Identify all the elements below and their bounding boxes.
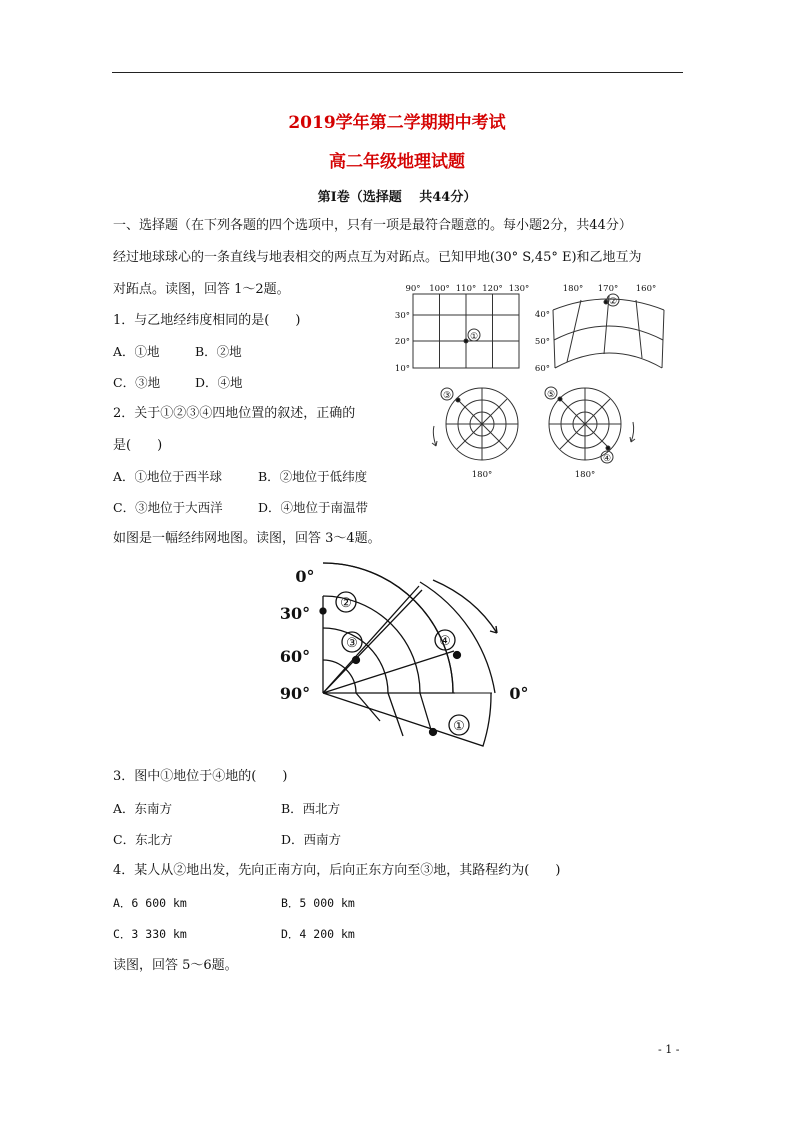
q4-option-c[interactable]: C．3 330 km — [113, 927, 187, 941]
passage-2: 如图是一幅经纬网地图。读图，回答 3～4题。 — [113, 531, 381, 546]
q3-option-c[interactable]: C．东北方 — [113, 832, 173, 847]
fig1-arc-lat-label: 60° — [534, 364, 550, 374]
fig2-label-30: 30° — [279, 604, 311, 623]
exam-subtitle: 高二年级地理试题 — [329, 152, 465, 172]
q2-option-d[interactable]: D．④地位于南温带 — [258, 500, 369, 515]
fig1-polar-map-left — [432, 388, 518, 480]
fig1-marker-5: ⑤ — [546, 390, 556, 400]
fig2-label-0-right: 0° — [509, 684, 529, 703]
fig1-lat-label: 20° — [394, 337, 410, 347]
q4-option-b[interactable]: B．5 000 km — [281, 896, 355, 910]
figure-1-graticule-maps — [380, 282, 680, 487]
fig1-polar-label-left: 180° — [471, 470, 493, 480]
fig1-polar-label-right: 180° — [574, 470, 596, 480]
q3-option-b[interactable]: B．西北方 — [281, 801, 341, 816]
fig2-label-0: 0° — [295, 567, 315, 586]
fig1-arc-lat-label: 40° — [534, 310, 550, 320]
q3-stem: 3．图中①地位于④地的( ) — [113, 769, 288, 784]
fig1-arc-lon-label: 170° — [597, 284, 619, 294]
q1-option-a[interactable]: A．①地 — [113, 344, 160, 359]
q4-stem: 4．某人从②地出发，先向正南方向，后向正东方向至③地，其路程约为( ) — [113, 863, 561, 878]
fig1-lon-label: 130° — [508, 284, 530, 294]
fig2-marker-3: ③ — [346, 636, 358, 651]
fig1-polar-map-right — [545, 387, 635, 480]
q3-option-d[interactable]: D．西南方 — [281, 832, 342, 847]
passage-line-1: 经过地球球心的一条直线与地表相交的两点互为对跖点。已知甲地(30° S,45° E)和乙地互为 — [113, 250, 642, 265]
fig1-arc-map — [535, 284, 664, 374]
q3-option-a[interactable]: A．东南方 — [113, 801, 173, 816]
instructions: 一、选择题（在下列各题的四个选项中，只有一项是最符合题意的。每小题2分，共44分） — [113, 218, 632, 233]
q2-option-a[interactable]: A．①地位于西半球 — [113, 469, 223, 484]
fig2-marker-4: ④ — [439, 634, 451, 649]
fig2-label-90: 90° — [279, 684, 311, 703]
fig1-lat-label: 30° — [394, 311, 410, 321]
page-number: - 1 - — [658, 1043, 680, 1056]
q1-option-b[interactable]: B．②地 — [195, 344, 242, 359]
q2-option-c[interactable]: C．③地位于大西洋 — [113, 500, 223, 515]
fig1-lon-label: 120° — [482, 284, 503, 294]
fig2-marker-1: ① — [453, 719, 465, 734]
q4-option-d[interactable]: D．4 200 km — [281, 927, 355, 941]
fig1-marker-3: ③ — [442, 391, 452, 401]
fig1-arc-lat-label: 50° — [534, 337, 550, 347]
fig1-arc-lon-label: 180° — [562, 284, 584, 294]
q2-option-b[interactable]: B．②地位于低纬度 — [258, 469, 368, 484]
q2-stem-line-2: 是( ) — [113, 438, 163, 453]
fig1-lat-label: 10° — [394, 364, 410, 374]
q4-option-a[interactable]: A．6 600 km — [113, 896, 187, 910]
fig2-label-60: 60° — [279, 647, 311, 666]
q1-stem: 1．与乙地经纬度相同的是( ) — [113, 313, 301, 328]
fig1-marker-1: ① — [469, 332, 479, 342]
fig1-lon-label: 100° — [429, 284, 450, 294]
fig1-lon-label: 110° — [455, 284, 477, 294]
fig1-grid-map — [395, 284, 529, 374]
fig1-arc-lon-label: 160° — [635, 284, 657, 294]
section-heading: 第Ⅰ卷（选择题 共44分） — [317, 190, 477, 205]
fig1-marker-4: ④ — [602, 454, 612, 464]
q2-stem-line-1: 2．关于①②③④四地位置的叙述，正确的 — [113, 406, 356, 421]
header-rule — [112, 72, 683, 73]
passage-3: 读图，回答 5～6题。 — [113, 958, 238, 973]
passage-line-2: 对跖点。读图，回答 1～2题。 — [113, 282, 290, 297]
fig1-marker-2: ② — [608, 297, 618, 307]
fig1-lon-label: 90° — [405, 284, 421, 294]
figure-2-sector-graticule — [265, 558, 555, 758]
exam-title: 2019学年第二学期期中考试 — [288, 113, 506, 133]
fig2-marker-2: ② — [340, 596, 352, 611]
q1-option-d[interactable]: D．④地 — [195, 375, 243, 390]
q1-option-c[interactable]: C．③地 — [113, 375, 161, 390]
